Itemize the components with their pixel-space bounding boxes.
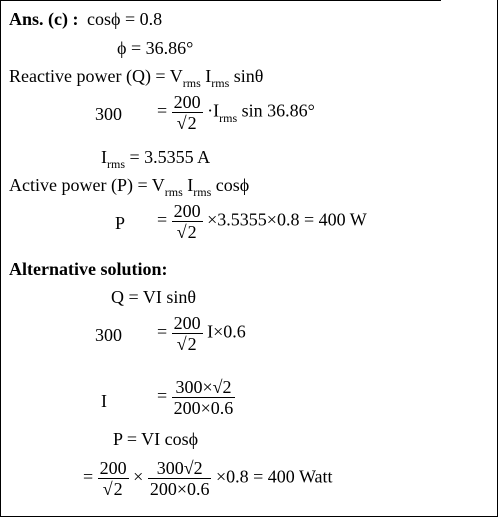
- phi-equation: ϕ = 36.86°: [117, 38, 194, 58]
- cos-phi: cosϕ: [215, 175, 250, 195]
- fraction-200-root2: [98, 458, 129, 499]
- alternative-solution-heading: Alternative solution:: [9, 259, 168, 279]
- reactive-power-formula: [9, 65, 263, 89]
- equals-sign: =: [157, 385, 168, 406]
- rms-subscript: rms: [211, 76, 230, 90]
- equals-sign: =: [83, 466, 94, 487]
- rms-subscript: rms: [219, 110, 238, 125]
- numerator: 300×√2: [175, 377, 232, 397]
- q-substitution: [157, 92, 315, 133]
- current-symbol: I: [205, 66, 212, 86]
- fraction-200-root2: [172, 201, 203, 242]
- denominator: 200×0.6: [149, 479, 210, 499]
- q-value-label: 300: [95, 104, 122, 124]
- rms-subscript: rms: [193, 185, 212, 199]
- answer-line: [9, 8, 162, 30]
- i-label: I: [101, 391, 107, 411]
- p-calculation: [157, 201, 367, 242]
- times-current: ·I: [207, 100, 220, 121]
- final-tail: ×0.8 = 400 Watt: [215, 466, 333, 487]
- sin-angle: sin 36.86°: [241, 100, 315, 121]
- irms-value: = 3.5355 A: [129, 147, 211, 167]
- q-value-label: 300: [95, 325, 122, 345]
- numerator: 200: [99, 458, 127, 478]
- times-sign: ×: [133, 466, 144, 487]
- numerator: 200: [173, 92, 201, 112]
- sin-theta: sinθ: [233, 66, 264, 86]
- denominator: √2: [172, 333, 203, 354]
- fraction-200-root2: [172, 92, 203, 133]
- fraction-200-root2: [172, 313, 203, 354]
- rms-subscript: rms: [182, 76, 201, 90]
- fraction-final: [148, 458, 212, 499]
- active-power-formula: [9, 174, 249, 198]
- rms-subscript: rms: [164, 185, 183, 199]
- numerator: 200: [173, 313, 201, 333]
- numerator: 200: [173, 201, 201, 221]
- irms-result: [101, 146, 210, 170]
- denominator: 200×0.6: [173, 398, 234, 418]
- q-vi-formula: Q = VI sinθ: [111, 287, 196, 307]
- fraction-i: [172, 377, 236, 418]
- denominator: √2: [98, 478, 129, 499]
- current-symbol: I: [187, 175, 194, 195]
- answer-label: Ans. (c) :: [9, 9, 79, 29]
- p-vi-formula: P = VI cosϕ: [113, 429, 199, 449]
- equals-sign: =: [157, 209, 168, 230]
- denominator: √2: [172, 221, 203, 242]
- p-label: P: [115, 213, 126, 233]
- current-symbol: I: [101, 147, 107, 167]
- numerator: 300√2: [156, 458, 203, 478]
- p-calc-tail: ×3.5355×0.8 = 400 W: [207, 209, 367, 230]
- i-times-06: I×0.6: [207, 321, 246, 342]
- reactive-power-text: Reactive power (Q) = V: [9, 66, 183, 86]
- q-alt-substitution: [157, 313, 246, 354]
- rms-subscript: rms: [107, 157, 125, 171]
- final-calculation: [83, 458, 333, 499]
- i-result: [157, 377, 235, 418]
- equals-sign: =: [157, 321, 168, 342]
- active-power-text: Active power (P) = V: [9, 175, 165, 195]
- equals-sign: =: [157, 100, 168, 121]
- top-rule: [1, 0, 441, 1]
- denominator: √2: [172, 112, 203, 133]
- cos-phi-equation: cosϕ = 0.8: [87, 9, 163, 29]
